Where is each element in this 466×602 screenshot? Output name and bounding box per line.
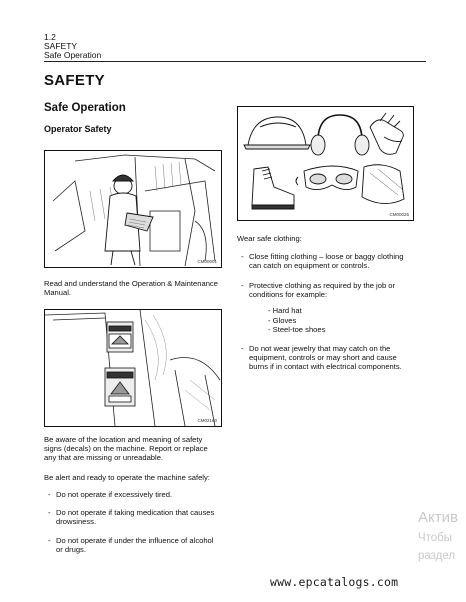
header-rule <box>44 61 426 62</box>
alert-intro-text: Be alert and ready to operate the machine safely: <box>44 473 210 482</box>
safety-decals-figure <box>44 309 222 427</box>
sub-list-item: - Gloves <box>268 315 297 325</box>
site-watermark: www.epcatalogs.com <box>270 575 399 589</box>
sub-list-item: - Steel-toe shoes <box>268 325 326 335</box>
wear-clothing-intro: Wear safe clothing: <box>237 234 302 243</box>
read-manual-text: Read and understand the Operation & Maintenance Manual. <box>44 279 218 298</box>
os-activation-watermark: раздел <box>418 550 456 562</box>
coverall-icon <box>362 165 404 204</box>
gloves-icon <box>370 120 403 155</box>
protective-gear-illustration <box>238 107 413 220</box>
decals-illustration <box>45 310 221 426</box>
os-activation-watermark: Чтобы <box>418 532 453 544</box>
figure-id: CM02160 <box>197 418 217 423</box>
sub-list <box>268 306 325 335</box>
hard-hat-icon <box>248 117 306 145</box>
operator-reading-illustration <box>45 151 221 267</box>
section-heading: Safe Operation <box>44 102 126 114</box>
operator-manual-figure <box>44 150 222 268</box>
boot-icon <box>252 167 294 205</box>
page-title: SAFETY <box>44 72 105 89</box>
os-activation-watermark: Актив <box>418 509 458 526</box>
section-name: SAFETY <box>44 41 78 51</box>
subsection-heading: Operator Safety <box>44 124 112 134</box>
figure-id: CM00001 <box>197 259 217 264</box>
decals-text: Be aware of the location and meaning of safety signs (decals) on the machine. Report or replace any that are missing or unreadable. <box>44 435 208 463</box>
section-number: 1.2 <box>44 32 56 42</box>
sub-list-item: - Hard hat <box>268 306 302 315</box>
subsection-name: Safe Operation <box>44 50 102 60</box>
figure-id: CM00026 <box>389 212 409 217</box>
protective-clothing-figure <box>237 106 414 221</box>
earmuffs-icon <box>318 115 362 141</box>
